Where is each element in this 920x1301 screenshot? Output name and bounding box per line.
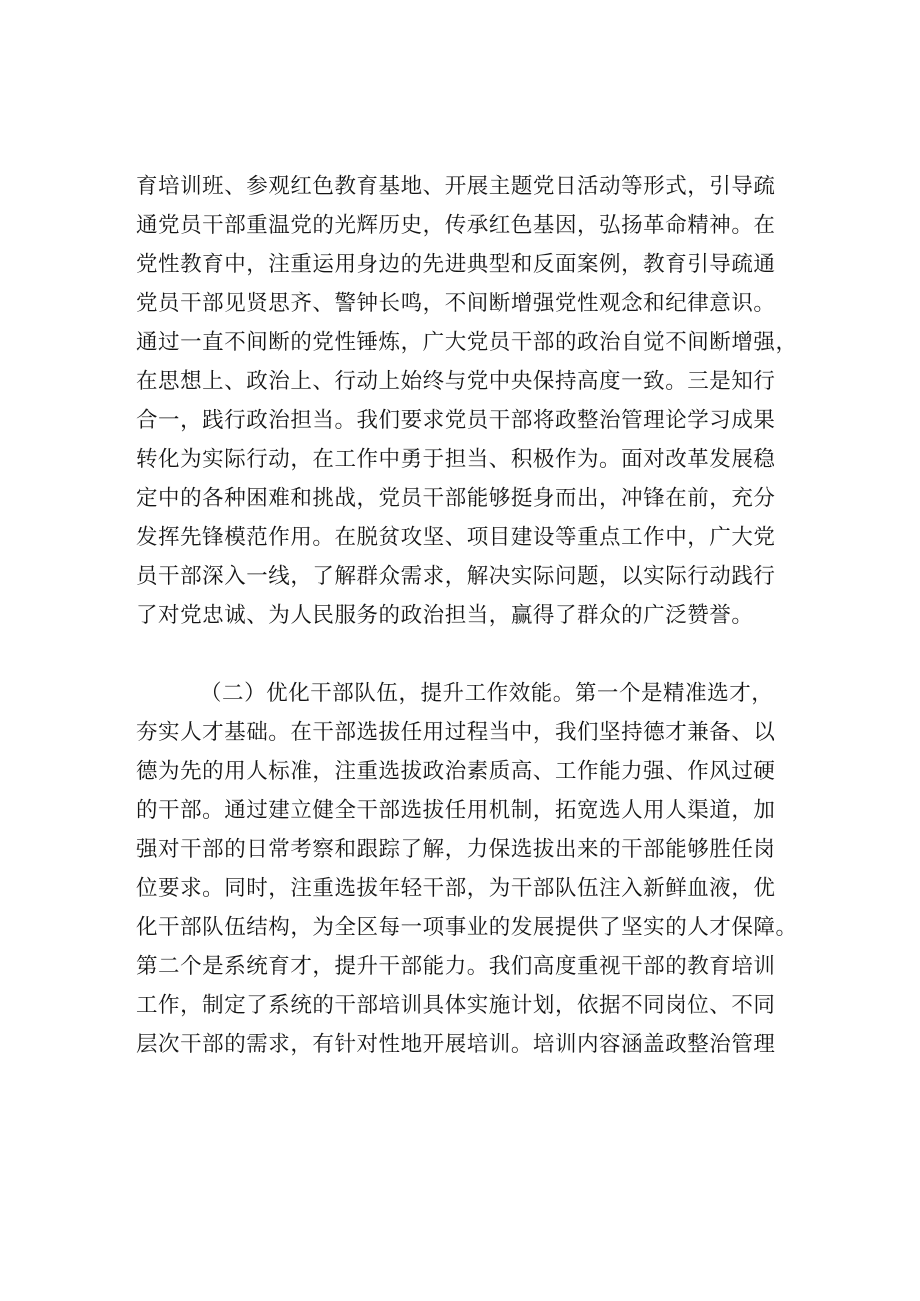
paragraph-line: 工作，制定了系统的干部培训具体实施计划，依据不同岗位、不同	[136, 993, 776, 1018]
paragraph-line: 党员干部见贤思齐、警钟长鸣，不间断增强党性观念和纪律意识。	[136, 291, 776, 316]
paragraph-line: 定中的各种困难和挑战，党员干部能够挺身而出，冲锋在前，充分	[136, 486, 776, 511]
paragraph-line: 通党员干部重温党的光辉历史，传承红色基因，弘扬革命精神。在	[136, 213, 776, 238]
paragraph-line: 发挥先锋模范作用。在脱贫攻坚、项目建设等重点工作中，广大党	[136, 525, 776, 550]
paragraph-line: 党性教育中，注重运用身边的先进典型和反面案例，教育引导疏通	[136, 252, 776, 277]
paragraph-line: 转化为实际行动，在工作中勇于担当、积极作为。面对改革发展稳	[136, 447, 776, 472]
paragraph-line: 夯实人才基础。在干部选拔任用过程当中，我们坚持德才兼备、以	[136, 720, 776, 745]
paragraph-line: 德为先的用人标准，注重选拔政治素质高、工作能力强、作风过硬	[136, 759, 776, 784]
paragraph-line: 第二个是系统育才，提升干部能力。我们高度重视干部的教育培训	[136, 954, 776, 979]
paragraph-line: 了对党忠诚、为人民服务的政治担当，赢得了群众的广泛赞誉。	[136, 603, 754, 628]
paragraph-line: 化干部队伍结构，为全区每一项事业的发展提供了坚实的人才保障。	[136, 915, 798, 940]
paragraph-line: 的干部。通过建立健全干部选拔任用机制，拓宽选人用人渠道，加	[136, 798, 776, 823]
paragraph-line: 员干部深入一线，了解群众需求，解决实际问题，以实际行动践行	[136, 564, 776, 589]
paragraph-line: 在思想上、政治上、行动上始终与党中央保持高度一致。三是知行	[136, 369, 776, 394]
paragraph-line: 强对干部的日常考察和跟踪了解，力保选拔出来的干部能够胜任岗	[136, 837, 776, 862]
paragraph-line: 位要求。同时，注重选拔年轻干部，为干部队伍注入新鲜血液，优	[136, 876, 776, 901]
paragraph-line: 合一，践行政治担当。我们要求党员干部将政整治管理论学习成果	[136, 408, 776, 433]
paragraph-line: 通过一直不间断的党性锤炼，广大党员干部的政治自觉不间断增强，	[136, 330, 798, 355]
paragraph-line: 层次干部的需求，有针对性地开展培训。培训内容涵盖政整治管理	[136, 1032, 776, 1057]
paragraph-line: （二）优化干部队伍，提升工作效能。第一个是精准选才，	[200, 681, 774, 706]
paragraph-line: 育培训班、参观红色教育基地、开展主题党日活动等形式，引导疏	[136, 174, 776, 199]
